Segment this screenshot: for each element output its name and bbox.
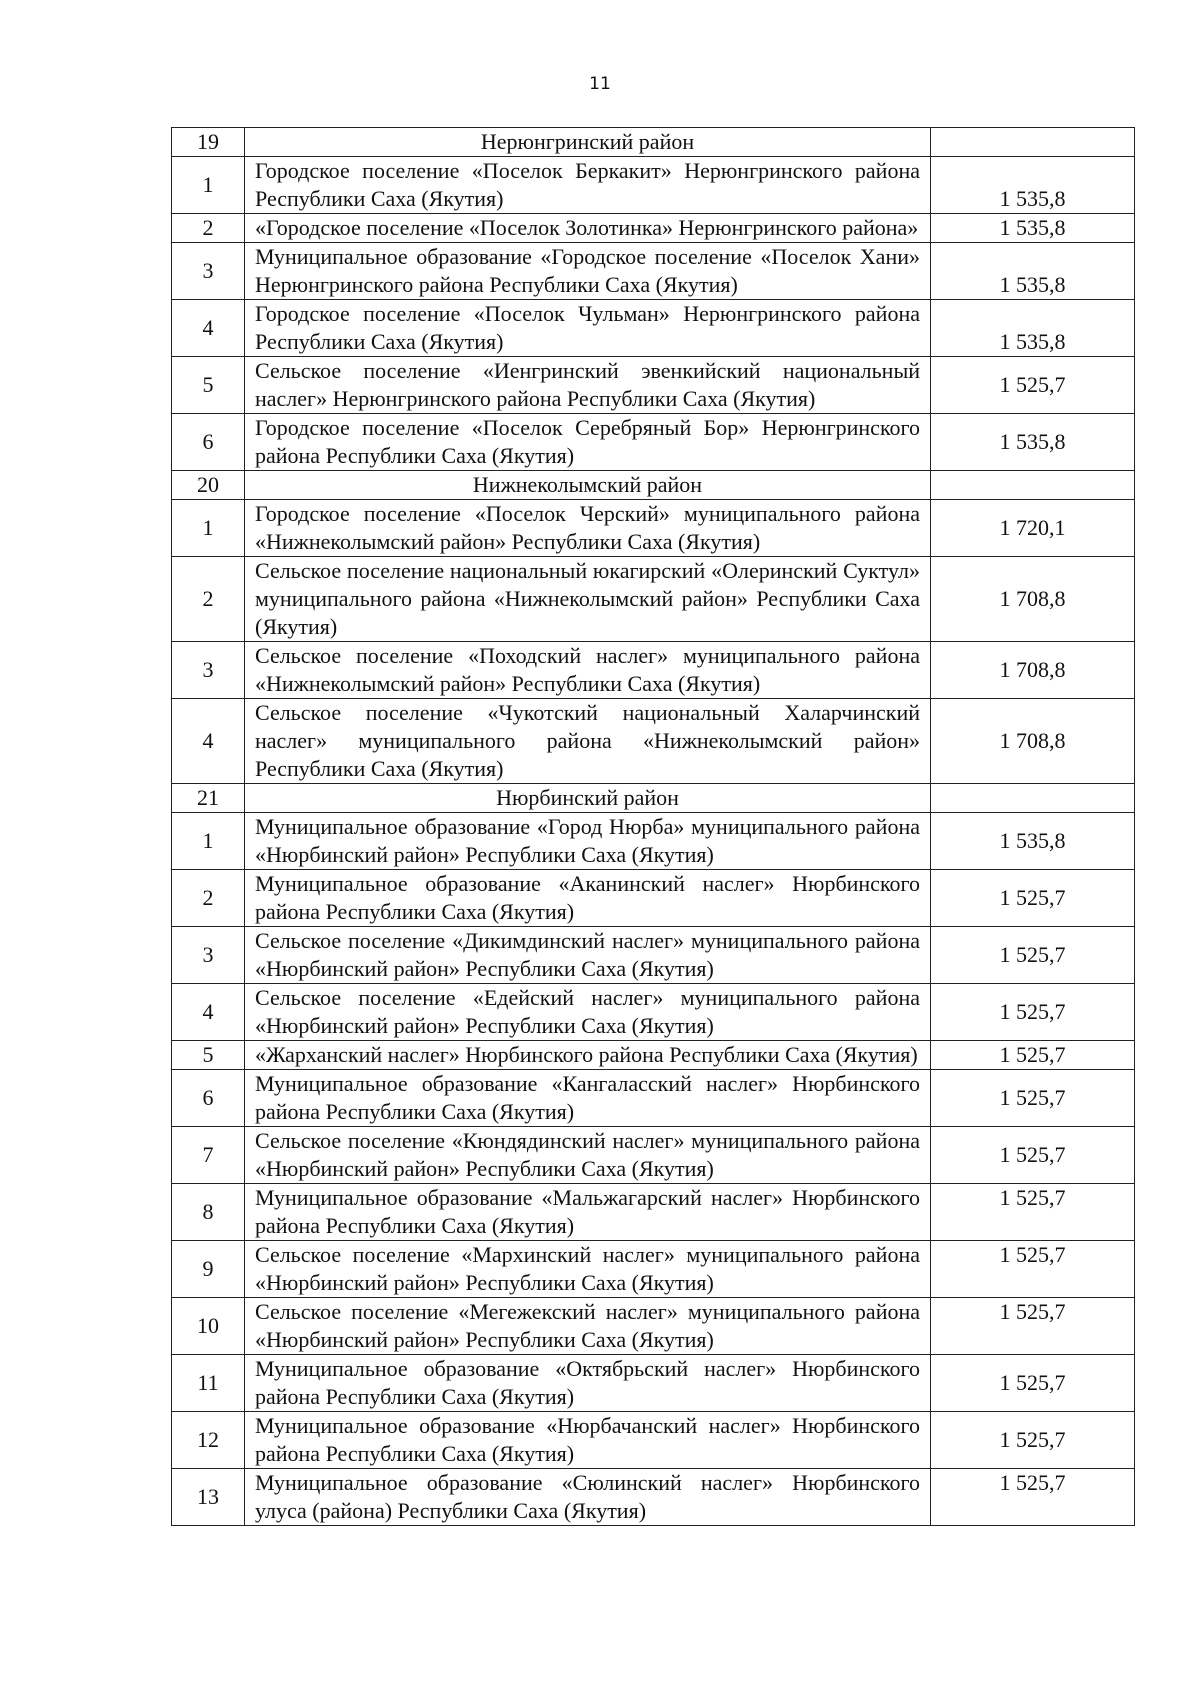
settlement-name: Сельское поселение национальный юкагирский «Олеринский Суктул» муниципального района «Нижнеколымский район» Республики Саха (Якутия): [245, 557, 931, 642]
settlement-name: Муниципальное образование «Сюлинский наслег» Нюрбинского улуса (района) Республики Саха (Якутия): [245, 1469, 931, 1526]
value-cell: 1 525,7: [931, 927, 1135, 984]
table-row: [172, 927, 1135, 984]
row-number: 21: [172, 784, 245, 813]
row-number: 13: [172, 1469, 245, 1526]
settlement-name: «Городское поселение «Поселок Золотинка» Нерюнгринского района»: [245, 214, 931, 243]
row-number: 9: [172, 1241, 245, 1298]
settlement-name: Сельское поселение «Мегежекский наслег» муниципального района «Нюрбинский район» Республики Саха (Якутия): [245, 1298, 931, 1355]
settlement-name: Сельское поселение «Едейский наслег» муниципального района «Нюрбинский район» Республики Саха (Якутия): [245, 984, 931, 1041]
table-row: [172, 157, 1135, 214]
table-row: [172, 1469, 1135, 1526]
value-cell: 1 525,7: [931, 984, 1135, 1041]
settlement-name: Городское поселение «Поселок Черский» муниципального района «Нижнеколымский район» Республики Саха (Якутия): [245, 500, 931, 557]
table-row: [172, 1070, 1135, 1127]
table-row: [172, 300, 1135, 357]
settlement-name: Муниципальное образование «Мальжагарский наслег» Нюрбинского района Республики Саха (Якутия): [245, 1184, 931, 1241]
table-row: [172, 813, 1135, 870]
row-number: 2: [172, 870, 245, 927]
value-cell: 1 708,8: [931, 642, 1135, 699]
row-number: 3: [172, 642, 245, 699]
row-number: 5: [172, 1041, 245, 1070]
value-cell: [931, 784, 1135, 813]
page-number: 11: [589, 74, 611, 94]
value-cell: 1 525,7: [931, 1355, 1135, 1412]
row-number: 2: [172, 557, 245, 642]
value-cell: 1 525,7: [931, 1298, 1135, 1355]
settlement-name: Сельское поселение «Иенгринский эвенкийский национальный наслег» Нерюнгринского района Республики Саха (Якутия): [245, 357, 931, 414]
table-row: [172, 1041, 1135, 1070]
value-cell: 1 535,8: [931, 214, 1135, 243]
table-row: [172, 557, 1135, 642]
settlement-name: Муниципальное образование «Октябрьский наслег» Нюрбинского района Республики Саха (Якутия): [245, 1355, 931, 1412]
settlement-name: Сельское поселение «Кюндядинский наслег» муниципального района «Нюрбинский район» Республики Саха (Якутия): [245, 1127, 931, 1184]
value-cell: 1 525,7: [931, 1469, 1135, 1526]
value-cell: 1 525,7: [931, 1127, 1135, 1184]
row-number: 5: [172, 357, 245, 414]
value-cell: [931, 128, 1135, 157]
district-name: Нерюнгринский район: [245, 128, 931, 157]
row-number: 4: [172, 984, 245, 1041]
row-number: 3: [172, 243, 245, 300]
value-cell: 1 535,8: [931, 243, 1135, 300]
district-row: [172, 128, 1135, 157]
settlement-name: Сельское поселение «Чукотский национальный Халарчинский наслег» муниципального района «Нижнеколымский район» Республики Саха (Якутия): [245, 699, 931, 784]
row-number: 3: [172, 927, 245, 984]
table-row: [172, 500, 1135, 557]
settlement-name: Городское поселение «Поселок Серебряный Бор» Нерюнгринского района Республики Саха (Якутия): [245, 414, 931, 471]
row-number: 6: [172, 414, 245, 471]
district-name: Нюрбинский район: [245, 784, 931, 813]
value-cell: 1 535,8: [931, 813, 1135, 870]
value-cell: 1 525,7: [931, 1070, 1135, 1127]
settlement-name: Муниципальное образование «Нюрбачанский наслег» Нюрбинского района Республики Саха (Якутия): [245, 1412, 931, 1469]
settlement-name: Муниципальное образование «Аканинский наслег» Нюрбинского района Республики Саха (Якутия): [245, 870, 931, 927]
value-cell: 1 708,8: [931, 557, 1135, 642]
row-number: 7: [172, 1127, 245, 1184]
table-row: [172, 984, 1135, 1041]
row-number: 8: [172, 1184, 245, 1241]
value-cell: 1 525,7: [931, 1241, 1135, 1298]
settlement-name: «Жарханский наслег» Нюрбинского района Республики Саха (Якутия): [245, 1041, 931, 1070]
value-cell: 1 535,8: [931, 300, 1135, 357]
table-row: [172, 1298, 1135, 1355]
settlement-name: Муниципальное образование «Город Нюрба» муниципального района «Нюрбинский район» Республики Саха (Якутия): [245, 813, 931, 870]
value-cell: 1 525,7: [931, 1041, 1135, 1070]
table-row: [172, 1184, 1135, 1241]
table-row: [172, 214, 1135, 243]
value-cell: 1 525,7: [931, 1184, 1135, 1241]
row-number: 19: [172, 128, 245, 157]
table-body: [172, 128, 1135, 1526]
table-row: [172, 1412, 1135, 1469]
table-row: [172, 1355, 1135, 1412]
value-cell: 1 535,8: [931, 414, 1135, 471]
value-cell: 1 720,1: [931, 500, 1135, 557]
settlement-name: Муниципальное образование «Городское поселение «Поселок Хани» Нерюнгринского района Республики Саха (Якутия): [245, 243, 931, 300]
settlement-name: Сельское поселение «Мархинский наслег» муниципального района «Нюрбинский район» Республики Саха (Якутия): [245, 1241, 931, 1298]
table-row: [172, 870, 1135, 927]
row-number: 12: [172, 1412, 245, 1469]
row-number: 11: [172, 1355, 245, 1412]
row-number: 20: [172, 471, 245, 500]
settlement-name: Городское поселение «Поселок Чульман» Нерюнгринского района Республики Саха (Якутия): [245, 300, 931, 357]
district-name: Нижнеколымский район: [245, 471, 931, 500]
value-cell: [931, 471, 1135, 500]
row-number: 6: [172, 1070, 245, 1127]
settlement-name: Городское поселение «Поселок Беркакит» Нерюнгринского района Республики Саха (Якутия): [245, 157, 931, 214]
value-cell: 1 525,7: [931, 870, 1135, 927]
row-number: 1: [172, 813, 245, 870]
row-number: 2: [172, 214, 245, 243]
settlement-name: Сельское поселение «Походский наслег» муниципального района «Нижнеколымский район» Республики Саха (Якутия): [245, 642, 931, 699]
value-cell: 1 525,7: [931, 357, 1135, 414]
row-number: 1: [172, 157, 245, 214]
district-row: [172, 784, 1135, 813]
table-row: [172, 699, 1135, 784]
value-cell: 1 535,8: [931, 157, 1135, 214]
table-row: [172, 243, 1135, 300]
table-row: [172, 642, 1135, 699]
value-cell: 1 525,7: [931, 1412, 1135, 1469]
table-row: [172, 1241, 1135, 1298]
table-row: [172, 357, 1135, 414]
settlement-name: Сельское поселение «Дикимдинский наслег» муниципального района «Нюрбинский район» Республики Саха (Якутия): [245, 927, 931, 984]
value-cell: 1 708,8: [931, 699, 1135, 784]
settlements-table: [171, 127, 1135, 1526]
row-number: 1: [172, 500, 245, 557]
table-row: [172, 414, 1135, 471]
table-row: [172, 1127, 1135, 1184]
settlement-name: Муниципальное образование «Кангаласский наслег» Нюрбинского района Республики Саха (Якутия): [245, 1070, 931, 1127]
district-row: [172, 471, 1135, 500]
row-number: 4: [172, 300, 245, 357]
row-number: 10: [172, 1298, 245, 1355]
row-number: 4: [172, 699, 245, 784]
